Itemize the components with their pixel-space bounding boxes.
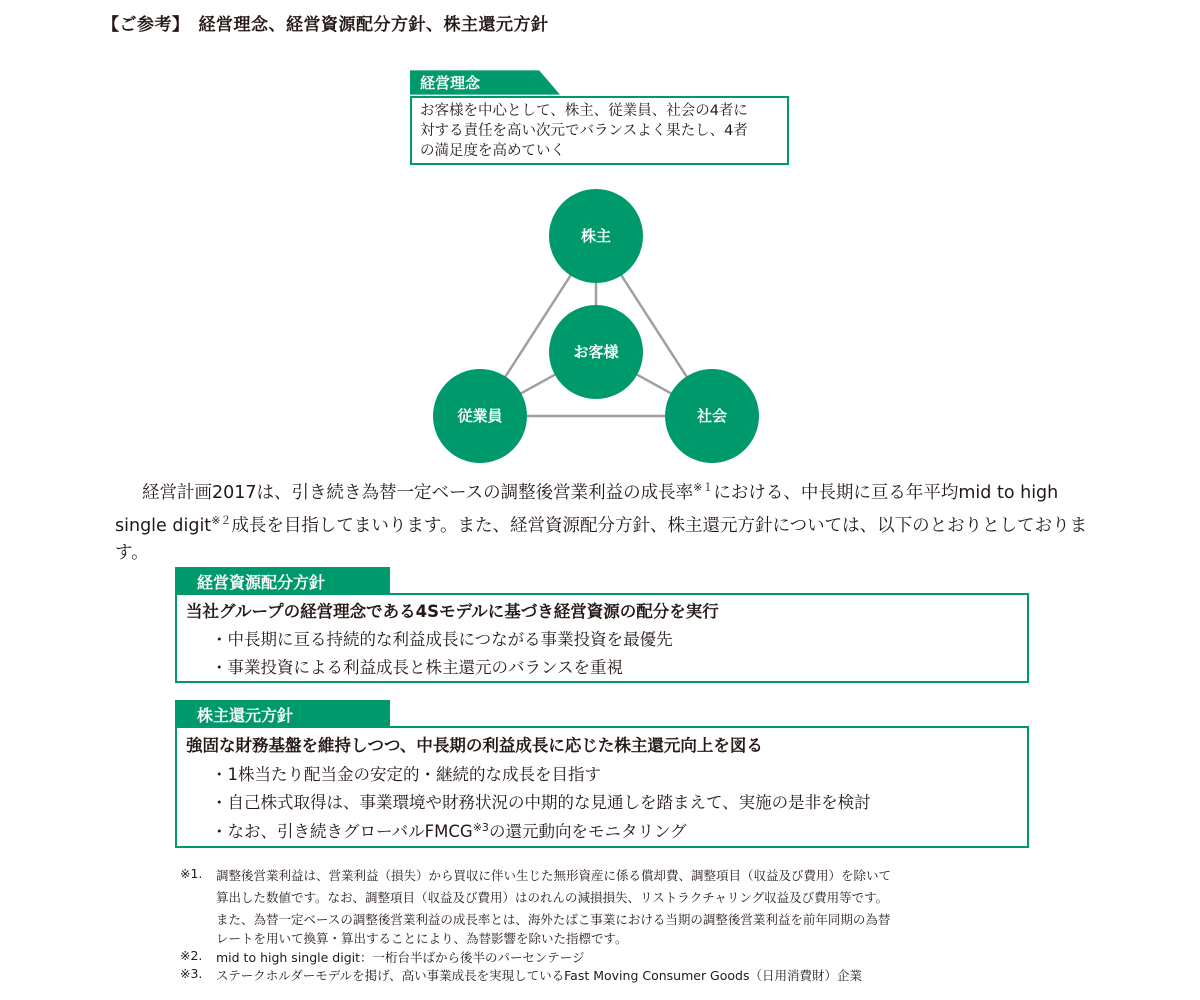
return-item: ・1株当たり配当金の安定的・継続的な成長を目指す	[211, 765, 601, 784]
intro-text: 経営計画2017は、引き続き為替一定ベースの調整後営業利益の成長率	[142, 483, 694, 503]
footnote-ref: ※１	[693, 481, 714, 494]
philosophy-box	[410, 96, 789, 165]
footnote-line: レートを用いて換算・算出することにより、為替影響を除いた指標です。	[216, 931, 628, 946]
allocation-item: ・事業投資による利益成長と株主還元のバランスを重視	[211, 658, 624, 677]
philosophy-line: お客様を中心として、株主、従業員、社会の4者に	[420, 103, 748, 119]
return-item	[211, 818, 687, 842]
allocation-tab: 経営資源配分方針	[175, 567, 390, 593]
footnote-line: 算出した数値です。なお、調整項目（収益及び費用）はのれんの減損損失、リストラクチャリング収益及び費用等です。	[216, 890, 889, 905]
intro-text: における、中長期に亘る年平均mid to high single digit	[115, 483, 1059, 536]
node-label-employees: 従業員	[457, 407, 503, 425]
philosophy-line: 対する責任を高い次元でバランスよく果たし、4者	[420, 123, 748, 139]
footnote-mark: ※1.	[180, 866, 203, 881]
footnote-mark: ※3.	[180, 966, 203, 981]
page-title: 【ご参考】 経営理念、経営資源配分方針、株主還元方針	[102, 15, 549, 35]
node-label-society: 社会	[696, 407, 728, 425]
footnote-line: また、為替一定ベースの調整後営業利益の成長率とは、海外たばこ事業における当期の調整後営業利益を前年同期の為替	[216, 912, 891, 927]
footnote-line: 調整後営業利益は、営業利益（損失）から買収に伴い生じた無形資産に係る償却費、調整項目（収益及び費用）を除いて	[216, 868, 892, 883]
allocation-title: 当社グループの経営理念である4Sモデルに基づき経営資源の配分を実行	[186, 602, 719, 621]
footnote-line: ステークホルダーモデルを掲げ、高い事業成長を実現しているFast Moving Consumer Goods（日用消費財）企業	[216, 968, 862, 983]
philosophy-tab-label: 経営理念	[420, 74, 481, 92]
return-tab: 株主還元方針	[175, 700, 390, 726]
footnote-line: mid to high single digit：一桁台半ばから後半のパーセンテージ	[216, 950, 585, 965]
stakeholder-diagram	[420, 180, 780, 470]
intro-text: 成長を目指してまいります。また、経営資源配分方針、株主還元方針については、以下のとおりとしております。	[115, 516, 1088, 563]
intro-paragraph	[115, 474, 1115, 567]
node-label-shareholders: 株主	[580, 227, 612, 245]
footnote-ref: ※3	[472, 821, 489, 834]
allocation-item: ・中長期に亘る持続的な利益成長につながる事業投資を最優先	[211, 630, 673, 649]
footnote-mark: ※2.	[180, 948, 203, 963]
node-label-customers: お客様	[573, 343, 619, 361]
allocation-box	[175, 593, 1029, 683]
footnote-ref: ※２	[211, 514, 232, 527]
return-box	[175, 726, 1029, 848]
return-item-text: の還元動向をモニタリング	[488, 822, 687, 841]
return-title: 強固な財務基盤を維持しつつ、中長期の利益成長に応じた株主還元向上を図る	[186, 736, 763, 755]
return-item: ・自己株式取得は、事業環境や財務状況の中期的な見通しを踏まえて、実施の是非を検討	[211, 793, 871, 812]
philosophy-line: の満足度を高めていく	[420, 143, 565, 159]
return-item-text: ・なお、引き続きグローバルFMCG	[211, 822, 473, 841]
